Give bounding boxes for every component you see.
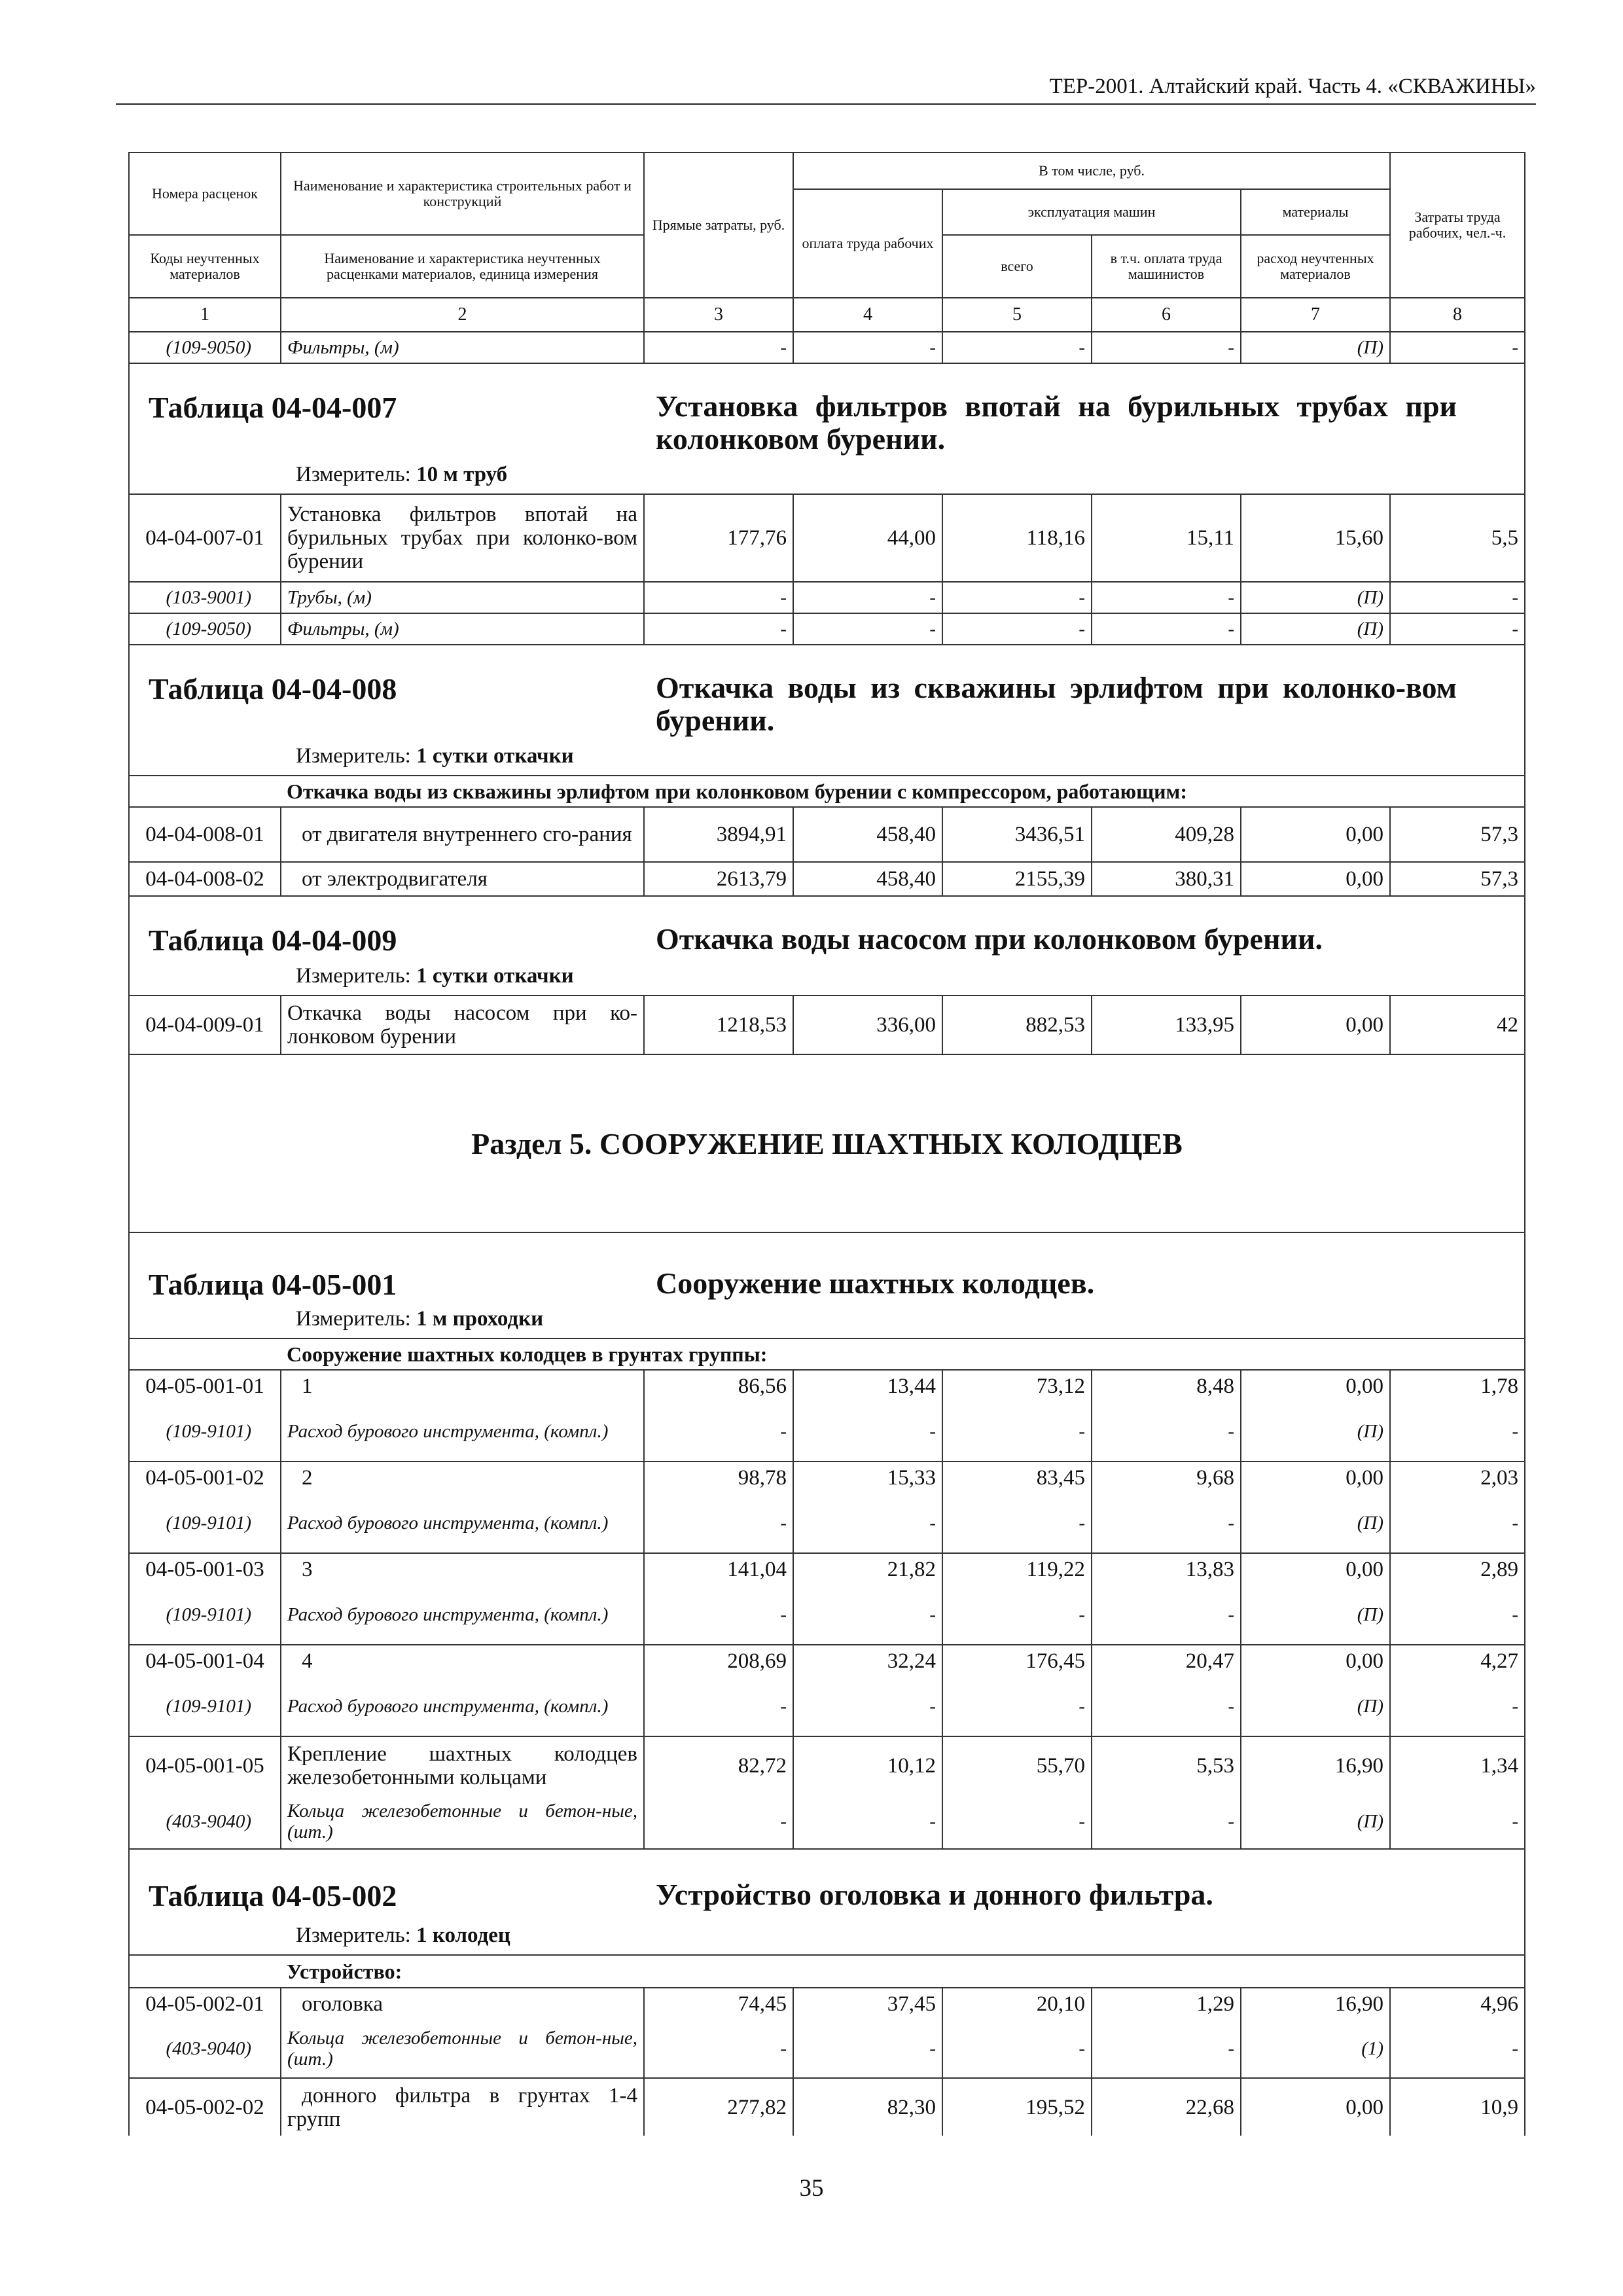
group-heading: Откачка воды из скважины эрлифтом при колонковом бурении с компрессором, работающим: — [281, 776, 1525, 807]
cell: - — [644, 2019, 793, 2078]
table-title: Устройство оголовка и донного фильтра. — [656, 1878, 1213, 1911]
table-measure: Измеритель: 1 колодец — [296, 1924, 510, 1947]
cell: - — [942, 1493, 1092, 1553]
cell: - — [942, 332, 1092, 363]
cell: 118,16 — [942, 494, 1092, 582]
cell: 15,11 — [1092, 494, 1241, 582]
table-measure: Измеритель: 10 м труб — [296, 463, 508, 486]
hdr-direct-costs: Прямые затраты, руб. — [644, 152, 793, 298]
table-title: Установка фильтров впотай на бурильных трубах при колонковом бурении. — [656, 389, 1457, 456]
rate-name: 2 — [281, 1462, 644, 1493]
material-code: (109-9050) — [129, 332, 281, 363]
cell: - — [942, 1585, 1092, 1645]
cell: 380,31 — [1092, 862, 1241, 896]
cell: 22,68 — [1092, 2078, 1241, 2136]
cell: - — [1390, 1794, 1525, 1849]
material-name: Расход бурового инструмента, (компл.) — [281, 1401, 644, 1462]
col-number: 3 — [644, 298, 793, 332]
cell: - — [644, 1585, 793, 1645]
cell: - — [1092, 1794, 1241, 1849]
cell: 32,24 — [793, 1645, 942, 1676]
cell: - — [644, 332, 793, 363]
table-measure: Измеритель: 1 м проходки — [296, 1307, 544, 1331]
hdr-machinist-pay: в т.ч. оплата труда машинистов — [1092, 235, 1241, 298]
group-spacer — [129, 776, 281, 807]
section-title: Раздел 5. СООРУЖЕНИЕ ШАХТНЫХ КОЛОДЦЕВ — [129, 1054, 1525, 1232]
material-code: (403-9040) — [129, 2019, 281, 2078]
cell: (1) — [1241, 2019, 1390, 2078]
material-name: Расход бурового инструмента, (компл.) — [281, 1676, 644, 1736]
page-number: 35 — [799, 2175, 824, 2202]
cell: - — [942, 1401, 1092, 1462]
rates-table — [128, 152, 1525, 2136]
cell: - — [1390, 2019, 1525, 2078]
material-code: (109-9101) — [129, 1493, 281, 1553]
cell: - — [1092, 582, 1241, 613]
rate-code: 04-04-008-01 — [129, 807, 281, 862]
cell: - — [793, 1676, 942, 1736]
cell: 1,29 — [1092, 1988, 1241, 2019]
cell: - — [793, 1493, 942, 1553]
cell: - — [644, 1794, 793, 1849]
cell: - — [793, 2019, 942, 2078]
hdr-materials: материалы — [1241, 189, 1390, 235]
rate-code: 04-05-001-04 — [129, 1645, 281, 1676]
cell: 10,12 — [793, 1736, 942, 1794]
hdr-unaccounted-materials: расход неучтенных материалов — [1241, 235, 1390, 298]
hdr-machines-total: всего — [942, 235, 1092, 298]
table-heading-04-05-002 — [129, 1849, 1525, 1955]
table-title: Сооружение шахтных колодцев. — [656, 1266, 1095, 1300]
cell: 195,52 — [942, 2078, 1092, 2136]
cell: - — [1092, 1493, 1241, 1553]
cell: 208,69 — [644, 1645, 793, 1676]
cell: 9,68 — [1092, 1462, 1241, 1493]
cell: 0,00 — [1241, 807, 1390, 862]
cell: 20,47 — [1092, 1645, 1241, 1676]
cell: 4,96 — [1390, 1988, 1525, 2019]
cell: 4,27 — [1390, 1645, 1525, 1676]
cell: 133,95 — [1092, 996, 1241, 1054]
hdr-work-name: Наименование и характеристика строительных работ и конструкций — [281, 152, 644, 235]
table-measure: Измеритель: 1 сутки откачки — [296, 964, 574, 988]
cell: 1,34 — [1390, 1736, 1525, 1794]
rate-name: 1 — [281, 1370, 644, 1401]
cell: 0,00 — [1241, 996, 1390, 1054]
cell: - — [644, 582, 793, 613]
cell: - — [644, 1401, 793, 1462]
cell: 119,22 — [942, 1553, 1092, 1585]
cell: - — [942, 582, 1092, 613]
table-name: Таблица 04-04-009 — [149, 924, 397, 957]
cell: 882,53 — [942, 996, 1092, 1054]
cell: - — [793, 613, 942, 645]
rate-name: Откачка воды насосом при ко-лонковом бурении — [281, 996, 644, 1054]
col-number: 8 — [1390, 298, 1525, 332]
cell: 409,28 — [1092, 807, 1241, 862]
cell: - — [942, 1676, 1092, 1736]
cell: 16,90 — [1241, 1736, 1390, 1794]
cell: 3894,91 — [644, 807, 793, 862]
rate-name: донного фильтра в грунтах 1-4 групп — [281, 2078, 644, 2136]
rate-name: от двигателя внутреннего сго-рания — [281, 807, 644, 862]
cell: 44,00 — [793, 494, 942, 582]
cell: - — [1390, 1585, 1525, 1645]
cell: 2,03 — [1390, 1462, 1525, 1493]
cell: 0,00 — [1241, 1370, 1390, 1401]
cell: 1218,53 — [644, 996, 793, 1054]
rate-code: 04-04-007-01 — [129, 494, 281, 582]
group-heading: Устройство: — [281, 1955, 1525, 1988]
table-heading-04-04-009 — [129, 896, 1525, 996]
cell: 57,3 — [1390, 862, 1525, 896]
cell: 13,44 — [793, 1370, 942, 1401]
cell: 458,40 — [793, 862, 942, 896]
material-name: Кольца железобетонные и бетон-ные, (шт.) — [281, 2019, 644, 2078]
cell: (П) — [1241, 1401, 1390, 1462]
cell: 0,00 — [1241, 2078, 1390, 2136]
cell: 2,89 — [1390, 1553, 1525, 1585]
cell: - — [793, 332, 942, 363]
rate-code: 04-05-002-01 — [129, 1988, 281, 2019]
material-name: Кольца железобетонные и бетон-ные, (шт.) — [281, 1794, 644, 1849]
cell: - — [644, 1493, 793, 1553]
running-head: ТЕР-2001. Алтайский край. Часть 4. «СКВАЖИНЫ» — [116, 71, 1536, 105]
rate-name: Установка фильтров впотай на бурильных трубах при колонко-вом бурении — [281, 494, 644, 582]
rate-name: Крепление шахтных колодцев железобетонными кольцами — [281, 1736, 644, 1794]
hdr-machines: эксплуатация машин — [942, 189, 1241, 235]
cell: 86,56 — [644, 1370, 793, 1401]
rate-name: 4 — [281, 1645, 644, 1676]
cell: 13,83 — [1092, 1553, 1241, 1585]
rate-name: 3 — [281, 1553, 644, 1585]
cell: 2613,79 — [644, 862, 793, 896]
cell: - — [1390, 582, 1525, 613]
table-heading-04-05-001 — [129, 1232, 1525, 1338]
rate-code: 04-05-001-02 — [129, 1462, 281, 1493]
cell: (П) — [1241, 332, 1390, 363]
cell: - — [1092, 332, 1241, 363]
table-name: Таблица 04-05-002 — [149, 1879, 397, 1912]
cell: 8,48 — [1092, 1370, 1241, 1401]
material-code: (109-9101) — [129, 1401, 281, 1462]
group-heading: Сооружение шахтных колодцев в грунтах группы: — [281, 1338, 1525, 1370]
cell: 141,04 — [644, 1553, 793, 1585]
rate-code: 04-04-009-01 — [129, 996, 281, 1054]
cell: 21,82 — [793, 1553, 942, 1585]
cell: 55,70 — [942, 1736, 1092, 1794]
cell: (П) — [1241, 582, 1390, 613]
cell: 37,45 — [793, 1988, 942, 2019]
rate-name: оголовка — [281, 1988, 644, 2019]
cell: 458,40 — [793, 807, 942, 862]
cell: - — [1092, 1676, 1241, 1736]
table-title: Откачка воды из скважины эрлифтом при колонко-вом бурении. — [656, 671, 1457, 737]
cell: 74,45 — [644, 1988, 793, 2019]
hdr-worker-pay: оплата труда рабочих — [793, 189, 942, 298]
group-spacer — [129, 1955, 281, 1988]
table-measure: Измеритель: 1 сутки откачки — [296, 744, 574, 768]
cell: 277,82 — [644, 2078, 793, 2136]
material-code: (109-9101) — [129, 1676, 281, 1736]
cell: - — [1390, 1401, 1525, 1462]
cell: 15,33 — [793, 1462, 942, 1493]
col-number: 6 — [1092, 298, 1241, 332]
material-name: Фильтры, (м) — [281, 613, 644, 645]
cell: - — [1092, 2019, 1241, 2078]
hdr-rate-numbers: Номера расценок — [129, 152, 281, 235]
rate-code: 04-05-001-03 — [129, 1553, 281, 1585]
cell: - — [1092, 613, 1241, 645]
group-spacer — [129, 1338, 281, 1370]
cell: 82,72 — [644, 1736, 793, 1794]
material-code: (109-9050) — [129, 613, 281, 645]
material-code: (403-9040) — [129, 1794, 281, 1849]
cell: - — [644, 1676, 793, 1736]
table-heading-04-04-008 — [129, 645, 1525, 776]
cell: - — [942, 2019, 1092, 2078]
cell: 5,53 — [1092, 1736, 1241, 1794]
cell: 336,00 — [793, 996, 942, 1054]
cell: 1,78 — [1390, 1370, 1525, 1401]
cell: 20,10 — [942, 1988, 1092, 2019]
material-name: Фильтры, (м) — [281, 332, 644, 363]
col-number: 7 — [1241, 298, 1390, 332]
cell: (П) — [1241, 1493, 1390, 1553]
cell: (П) — [1241, 613, 1390, 645]
col-number: 1 — [129, 298, 281, 332]
table-heading-04-04-007 — [129, 363, 1525, 494]
cell: (П) — [1241, 1585, 1390, 1645]
rate-code: 04-04-008-02 — [129, 862, 281, 896]
cell: - — [793, 1401, 942, 1462]
cell: 15,60 — [1241, 494, 1390, 582]
cell: - — [1092, 1585, 1241, 1645]
rate-code: 04-05-001-05 — [129, 1736, 281, 1794]
cell: - — [793, 1585, 942, 1645]
cell: 3436,51 — [942, 807, 1092, 862]
cell: - — [942, 613, 1092, 645]
col-number: 5 — [942, 298, 1092, 332]
material-code: (103-9001) — [129, 582, 281, 613]
cell: - — [1092, 1401, 1241, 1462]
cell: - — [793, 582, 942, 613]
table-title: Откачка воды насосом при колонковом бурении. — [656, 922, 1323, 956]
hdr-labor-costs: Затраты труда рабочих, чел.-ч. — [1390, 152, 1525, 298]
cell: 42 — [1390, 996, 1525, 1054]
hdr-including: В том числе, руб. — [793, 152, 1390, 189]
cell: - — [793, 1794, 942, 1849]
cell: - — [1390, 1676, 1525, 1736]
hdr-material-names: Наименование и характеристика неучтенных расценками материалов, единица измерения — [281, 235, 644, 298]
cell: 0,00 — [1241, 1645, 1390, 1676]
cell: 10,9 — [1390, 2078, 1525, 2136]
cell: - — [644, 613, 793, 645]
cell: - — [1390, 332, 1525, 363]
cell: 98,78 — [644, 1462, 793, 1493]
cell: 177,76 — [644, 494, 793, 582]
cell: 16,90 — [1241, 1988, 1390, 2019]
material-name: Трубы, (м) — [281, 582, 644, 613]
table-name: Таблица 04-05-001 — [149, 1268, 397, 1301]
cell: 176,45 — [942, 1645, 1092, 1676]
rate-code: 04-05-002-02 — [129, 2078, 281, 2136]
material-name: Расход бурового инструмента, (компл.) — [281, 1585, 644, 1645]
cell: 2155,39 — [942, 862, 1092, 896]
cell: (П) — [1241, 1794, 1390, 1849]
hdr-material-codes: Коды неучтенных материалов — [129, 235, 281, 298]
table-name: Таблица 04-04-007 — [149, 391, 397, 424]
cell: - — [1390, 1493, 1525, 1553]
col-number: 2 — [281, 298, 644, 332]
cell: (П) — [1241, 1676, 1390, 1736]
cell: 0,00 — [1241, 1553, 1390, 1585]
material-name: Расход бурового инструмента, (компл.) — [281, 1493, 644, 1553]
cell: 73,12 — [942, 1370, 1092, 1401]
cell: 0,00 — [1241, 862, 1390, 896]
table-name: Таблица 04-04-008 — [149, 672, 397, 706]
rate-name: от электродвигателя — [281, 862, 644, 896]
cell: 5,5 — [1390, 494, 1525, 582]
cell: 83,45 — [942, 1462, 1092, 1493]
cell: - — [942, 1794, 1092, 1849]
material-code: (109-9101) — [129, 1585, 281, 1645]
cell: 82,30 — [793, 2078, 942, 2136]
cell: - — [1390, 613, 1525, 645]
cell: 0,00 — [1241, 1462, 1390, 1493]
cell: 57,3 — [1390, 807, 1525, 862]
rate-code: 04-05-001-01 — [129, 1370, 281, 1401]
col-number: 4 — [793, 298, 942, 332]
